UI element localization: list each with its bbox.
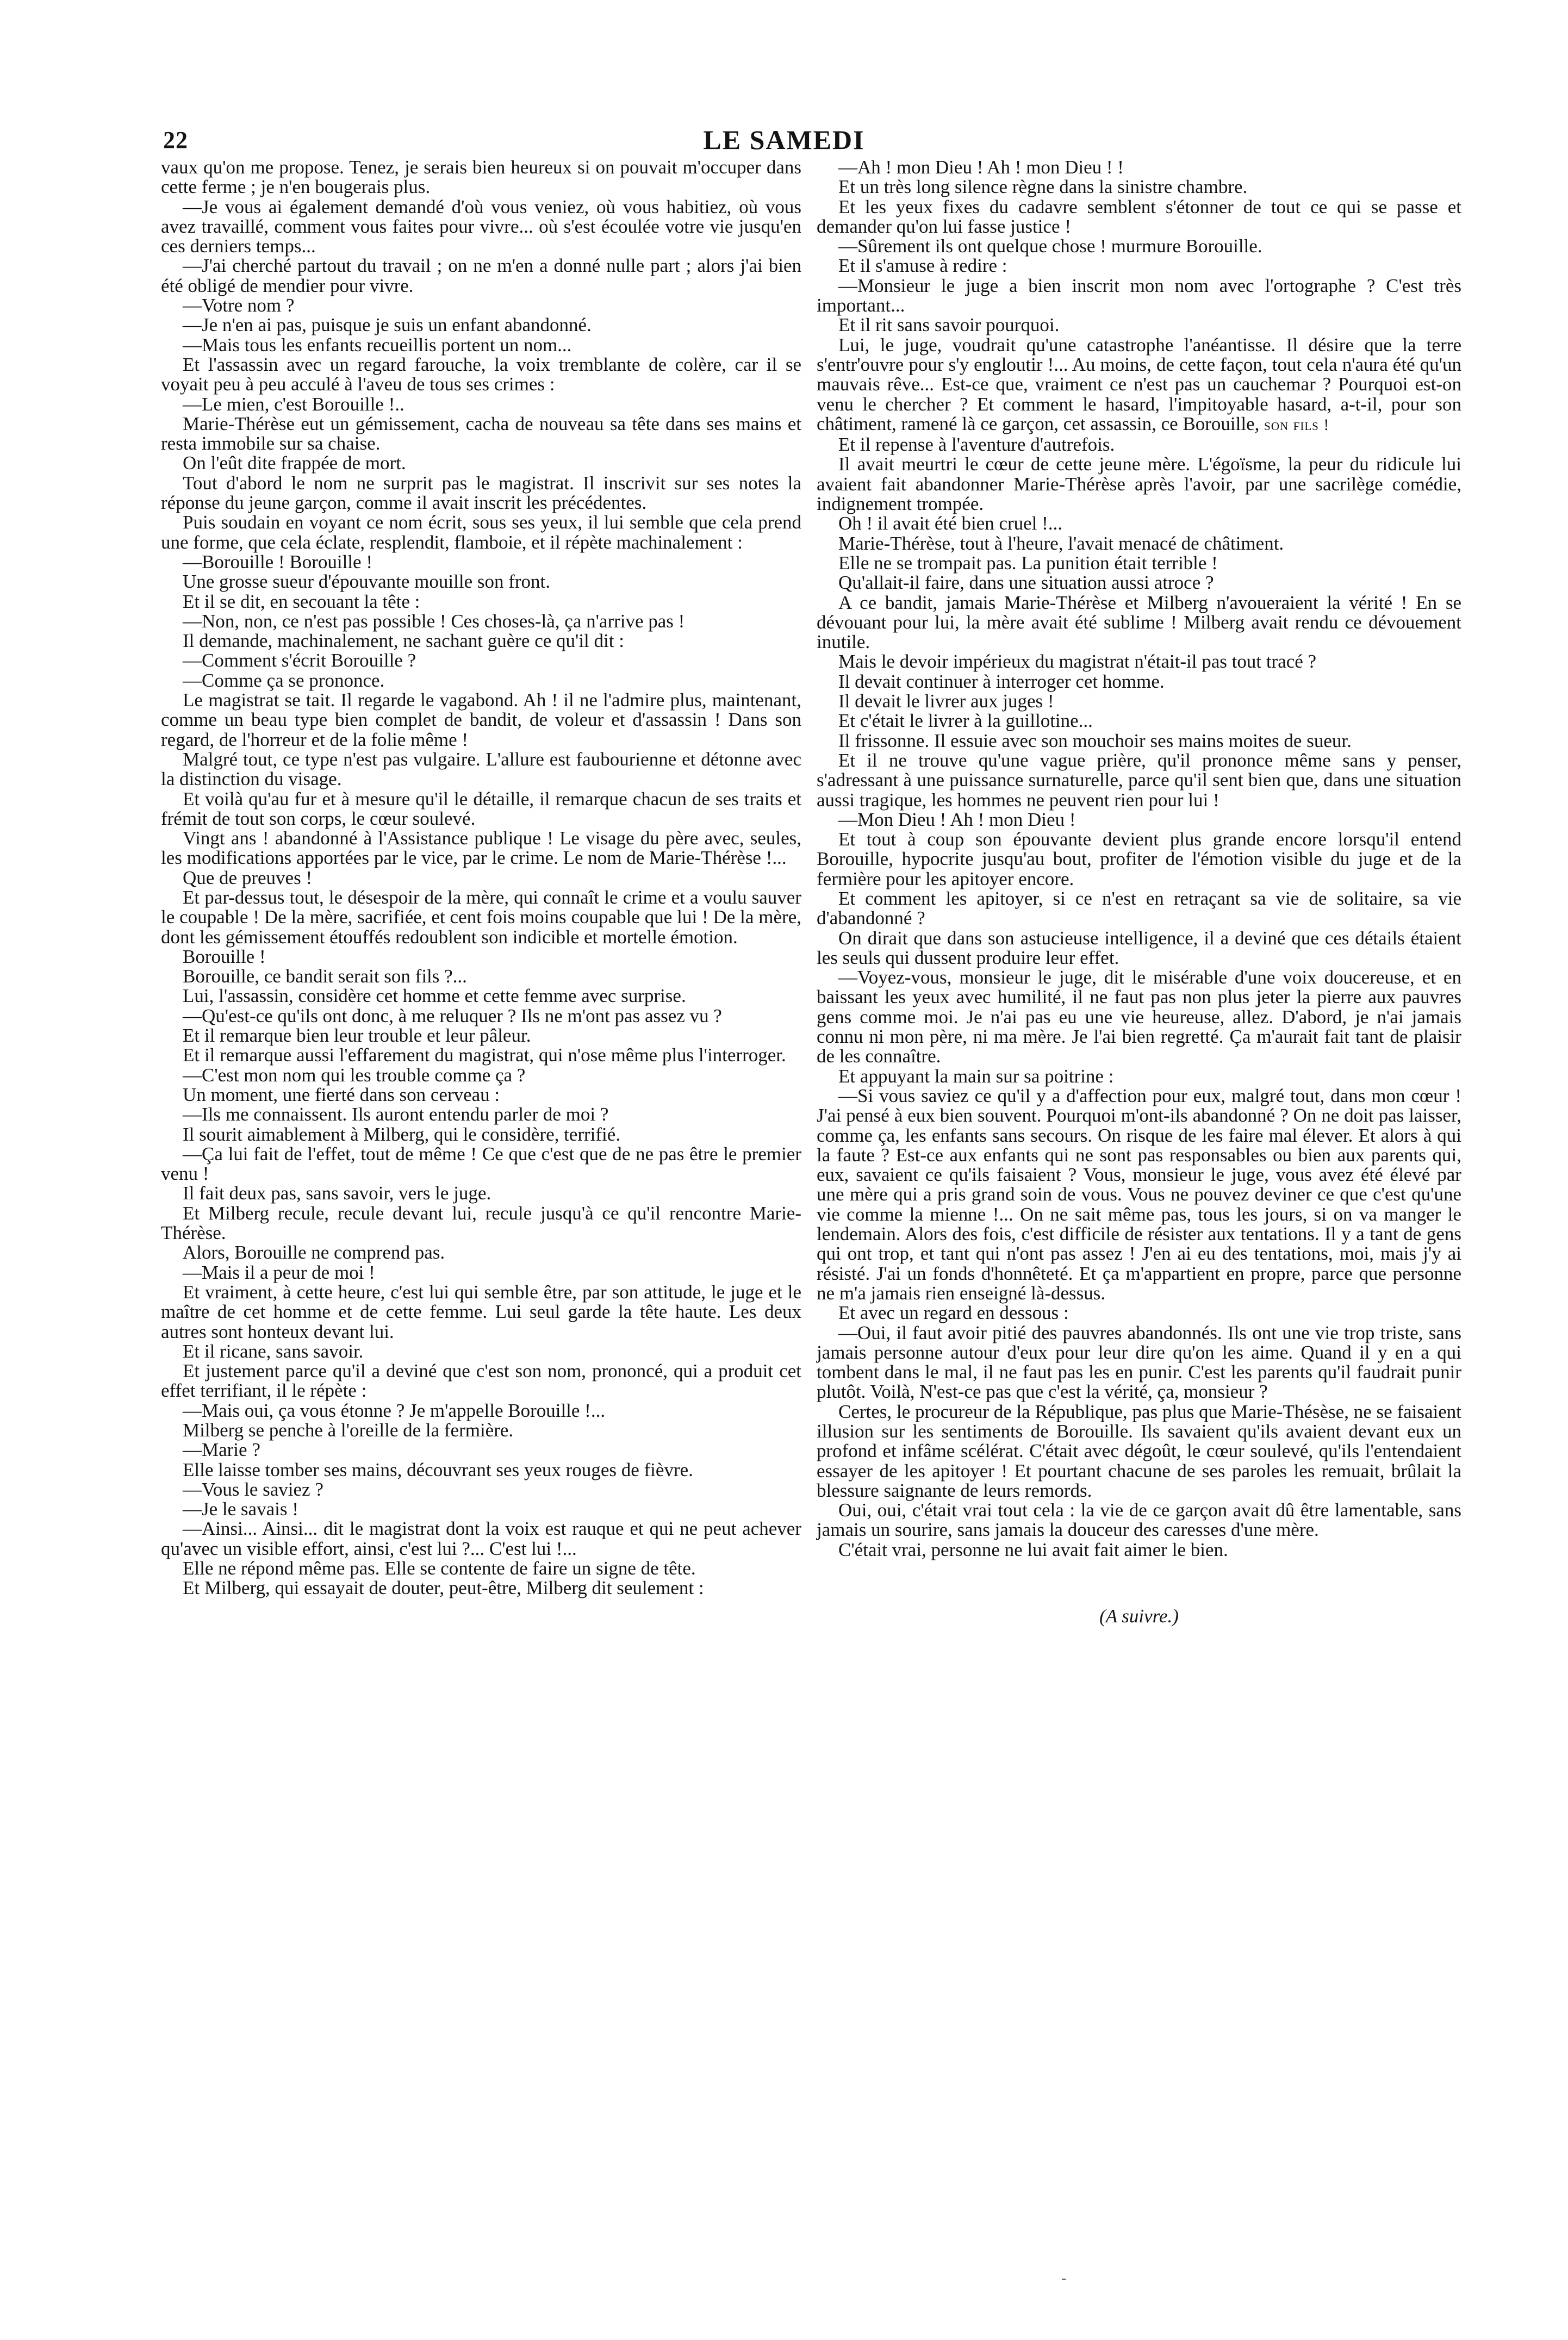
paragraph: Et par-dessus tout, le désespoir de la mère, qui connaît le crime et a voulu sauver le coupable ! De la mère, sacrifiée, et cent fois moins coupable que lui ! De la mère, dont les gémissement étouffés redoublent son indicible et mortelle émotion. xyxy=(161,886,801,948)
paragraph: —Je vous ai également demandé d'où vous veniez, où vous habitiez, où vous avez travaillé, comment vous faites pour vivre... où s'est écoulée votre vie jusqu'en ces derniers temps... xyxy=(161,196,801,257)
paragraph: Et justement parce qu'il a deviné que c'est son nom, prononcé, qui a produit cet effet terrifiant, il le répète : xyxy=(161,1360,801,1402)
paragraph: Et il ne trouve qu'une vague prière, qu'il prononce même sans y penser, s'adressant à une puissance surnaturelle, parce qu'il sent bien que, dans une situation aussi tragique, les hommes ne peuvent rien pour lui ! xyxy=(817,749,1461,811)
paragraph: Que de preuves ! xyxy=(183,867,313,888)
paragraph: Et les yeux fixes du cadavre semblent s'étonner de tout ce qui se passe et demander qu'on lui fasse justice ! xyxy=(817,196,1461,237)
paragraph: —Marie ? xyxy=(183,1439,260,1461)
paragraph: Elle laisse tomber ses mains, découvrant ses yeux rouges de fièvre. xyxy=(183,1459,693,1480)
paragraph: —Votre nom ? xyxy=(183,295,295,316)
paragraph: Alors, Borouille ne comprend pas. xyxy=(183,1242,445,1264)
paragraph: Elle ne se trompait pas. La punition était terrible ! xyxy=(838,552,1218,574)
paragraph: —Qu'est-ce qu'ils ont donc, à me reluquer ? Ils ne m'ont pas assez vu ? xyxy=(183,1005,722,1026)
paragraph: Et voilà qu'au fur et à mesure qu'il le détaille, il remarque chacun de ses traits et frémit de tout son corps, le cœur soulevé. xyxy=(161,788,801,829)
paragraph: A ce bandit, jamais Marie-Thérèse et Milberg n'avoueraient la vérité ! En se dévouant pour lui, la mère avait été sublime ! Milberg avait rendu ce dévouement inutile. xyxy=(817,592,1461,653)
paragraph: Borouille ! xyxy=(183,945,266,967)
paragraph: —C'est mon nom qui les trouble comme ça ? xyxy=(183,1064,526,1086)
paragraph: Et il repense à l'aventure d'autrefois. xyxy=(838,434,1115,456)
paragraph: Et Milberg recule, recule devant lui, recule jusqu'à ce qu'il rencontre Marie-Thérèse. xyxy=(161,1202,801,1244)
paragraph: —Mais il a peur de moi ! xyxy=(183,1261,375,1283)
page-number: 22 xyxy=(163,127,188,153)
paragraph: —Borouille ! Borouille ! xyxy=(183,551,372,572)
paragraph: Une grosse sueur d'épouvante mouille son front. xyxy=(183,571,551,593)
paragraph: Malgré tout, ce type n'est pas vulgaire. L'allure est faubourienne et détonne avec la distinction du visage. xyxy=(161,748,801,790)
paragraph: —Sûrement ils ont quelque chose ! murmure Borouille. xyxy=(838,235,1262,257)
paragraph: Et il se dit, en secouant la tête : xyxy=(183,590,420,612)
paragraph: Tout d'abord le nom ne surprit pas le magistrat. Il inscrivit sur ses notes la réponse du jeune garçon, comme il avait inscrit les précédentes. xyxy=(161,472,801,514)
paragraph: —Ah ! mon Dieu ! Ah ! mon Dieu ! ! xyxy=(838,157,1124,178)
paragraph: Oh ! il avait été bien cruel !... xyxy=(838,513,1063,534)
paragraph: vaux qu'on me propose. Tenez, je serais bien heureux si on pouvait m'occuper dans cette ferme ; je n'en bougerais plus. xyxy=(161,157,801,198)
paragraph: Le magistrat se tait. Il regarde le vagabond. Ah ! il ne l'admire plus, maintenant, comme un beau type bien complet de bandit, de voleur et d'assassin ! Dans son regard, de l'horreur et de la folie même ! xyxy=(161,689,801,750)
paragraph: Puis soudain en voyant ce nom écrit, sous ses yeux, il lui semble que cela prend une forme, que cela éclate, resplendit, flamboie, et il répète machinalement : xyxy=(161,512,801,553)
paragraph: —Mais tous les enfants recueillis portent un nom... xyxy=(183,334,572,356)
paragraph: —Mon Dieu ! Ah ! mon Dieu ! xyxy=(838,808,1076,830)
bottom-mark: - xyxy=(1061,2270,1067,2287)
son-fils-smallcaps: son fils ! xyxy=(1264,415,1330,434)
paragraph xyxy=(817,335,1461,435)
paragraph: On dirait que dans son astucieuse intelligence, il a deviné que ces détails étaient les seuls qui dussent produire leur effet. xyxy=(817,927,1461,968)
paragraph: Il avait meurtri le cœur de cette jeune mère. L'égoïsme, la peur du ridicule lui avaient fait abandonner Marie-Thérèse après l'avoir, par une sacrilège comédie, indignement trompée. xyxy=(817,453,1461,515)
paragraph: Et un très long silence règne dans la sinistre chambre. xyxy=(838,176,1248,198)
paragraph: Vingt ans ! abandonné à l'Assistance publique ! Le visage du père avec, seules, les modifications apportées par le vice, par le crime. Le nom de Marie-Thérèse !... xyxy=(161,827,801,869)
paragraph: —Monsieur le juge a bien inscrit mon nom avec l'ortographe ? C'est très important... xyxy=(817,275,1461,316)
paragraph: Il fait deux pas, sans savoir, vers le juge. xyxy=(183,1183,491,1204)
running-head: LE SAMEDI xyxy=(703,125,865,155)
paragraph: C'était vrai, personne ne lui avait fait aimer le bien. xyxy=(838,1539,1228,1560)
right-column xyxy=(817,158,1461,1626)
paragraph: Un moment, une fierté dans son cerveau : xyxy=(183,1084,500,1105)
paragraph: Qu'allait-il faire, dans une situation aussi atroce ? xyxy=(838,572,1214,594)
paragraph: —Ils me connaissent. Ils auront entendu parler de moi ? xyxy=(183,1104,609,1125)
paragraph: Et Milberg, qui essayait de douter, peut-être, Milberg dit seulement : xyxy=(183,1577,704,1599)
paragraph: Il demande, machinalement, ne sachant guère ce qu'il dit : xyxy=(183,630,624,652)
paragraph: Il frissonne. Il essuie avec son mouchoir ses mains moites de sueur. xyxy=(838,730,1352,751)
paragraph: —Le mien, c'est Borouille !.. xyxy=(183,393,405,415)
paragraph: Borouille, ce bandit serait son fils ?... xyxy=(183,966,467,987)
paragraph: Et c'était le livrer à la guillotine... xyxy=(838,710,1093,732)
paragraph: —Comme ça se prononce. xyxy=(183,669,385,691)
paragraph: —Si vous saviez ce qu'il y a d'affection pour eux, malgré tout, dans mon cœur ! J'ai pensé à eux bien souvent. Pourquoi m'ont-ils abandonné ? On ne doit pas laisser, comme ça, les enfants sans secours. On risque de les faire mal élever. Et alors à qui la faute ? Est-ce aux enfants qui ne sont pas responsables ou bien aux parents qui, eux, savaient ce qu'ils faisaient ? Vous, monsieur le juge, vous avez été élevé par une mère qui a pris grand soin de vous. Vous ne pouvez deviner ce que c'est qu'une vie comme la mienne !... On ne sait même pas, tous les jours, si on va manger le lendemain. Alors des fois, c'est difficile de résister aux tentations. Il y a tant de gens qui ont trop, et tant qui n'ont pas assez ! J'en ai eu des tentations, moi, mais j'y ai résisté. J'ai un fonds d'honnêteté. Et ça m'appartient en propre, parce que personne ne m'a jamais rien enseigné là-dessus. xyxy=(817,1085,1461,1304)
paragraph: —Ainsi... Ainsi... dit le magistrat dont la voix est rauque et qui ne peut achever qu'avec un visible effort, ainsi, c'est lui ?... C'est lui !... xyxy=(161,1518,801,1559)
paragraph: Et il remarque aussi l'effarement du magistrat, qui n'ose même plus l'interroger. xyxy=(183,1044,786,1066)
paragraph: —Comment s'écrit Borouille ? xyxy=(183,650,416,671)
paragraph: Marie-Thérèse eut un gémissement, cacha de nouveau sa tête dans ses mains et resta immobile sur sa chaise. xyxy=(161,413,801,455)
paragraph: Milberg se penche à l'oreille de la fermière. xyxy=(183,1420,514,1441)
paragraph: Et appuyant la main sur sa poitrine : xyxy=(838,1065,1114,1087)
paragraph: Et tout à coup son épouvante devient plus grande encore lorsqu'il entend Borouille, hypocrite jusqu'au bout, profiter de l'émotion visible du juge et de la fermière pour les apitoyer encore. xyxy=(817,829,1461,889)
paragraph: Mais le devoir impérieux du magistrat n'était-il pas tout tracé ? xyxy=(838,651,1317,673)
paragraph: Il sourit aimablement à Milberg, qui le considère, terrifié. xyxy=(183,1123,621,1145)
paragraph: —Je le savais ! xyxy=(183,1498,298,1520)
paragraph: —Je n'en ai pas, puisque je suis un enfant abandonné. xyxy=(183,314,592,336)
paragraph: Et il rit sans savoir pourquoi. xyxy=(838,314,1060,336)
paragraph: —Non, non, ce n'est pas possible ! Ces choses-là, ça n'arrive pas ! xyxy=(183,610,685,632)
a-suivre: (A suivre.) xyxy=(1099,1605,1179,1627)
paragraph: —Voyez-vous, monsieur le juge, dit le misérable d'une voix doucereuse, et en baissant les yeux avec humilité, il ne faut pas non plus jeter la pierre aux pauvres gens comme moi. Je n'ai pas eu une vie heureuse, allez. D'abord, je n'ai jamais connu ni mon père, ni ma mère. Je l'ai bien regretté. Ça m'aurait fait tant de plaisir de les connaître. xyxy=(817,967,1461,1067)
paragraph: Et il remarque bien leur trouble et leur pâleur. xyxy=(183,1025,531,1047)
paragraph: Elle ne répond même pas. Elle se contente de faire un signe de tête. xyxy=(183,1558,696,1579)
paragraph: Il devait continuer à interroger cet homme. xyxy=(838,670,1165,692)
paragraph: Et comment les apitoyer, si ce n'est en retraçant sa vie de solitaire, sa vie d'abandonné ? xyxy=(817,887,1461,929)
paragraph: —J'ai cherché partout du travail ; on ne m'en a donné nulle part ; alors j'ai bien été obligé de mendier pour vivre. xyxy=(161,255,801,296)
paragraph: Oui, oui, c'était vrai tout cela : la vie de ce garçon avait dû être lamentable, sans jamais un sourire, sans jamais la douceur des caresses d'une mère. xyxy=(817,1499,1461,1541)
paragraph: Il devait le livrer aux juges ! xyxy=(838,690,1054,712)
paragraph: Et il s'amuse à redire : xyxy=(838,255,1007,277)
paragraph: Et il ricane, sans savoir. xyxy=(183,1340,364,1362)
paragraph-text: Lui, le juge, voudrait qu'une catastrophe l'anéantisse. Il désire que la terre s'entr'ouvre pour s'y engloutir !... Au moins, de cette façon, tout cela n'aura été qu'un mauvais rêve... Est-ce que, vraiment ce n'est pas un cauchemar ? Pourquoi est-on venu le chercher ? Et comment le hasard, l'impitoyable hasard, a-t-il, pour son châtiment, ramené là ce garçon, cet assassin, ce Borouille, xyxy=(817,334,1461,434)
paragraph: Marie-Thérèse, tout à l'heure, l'avait menacé de châtiment. xyxy=(838,532,1284,554)
paragraph: On l'eût dite frappée de mort. xyxy=(183,452,406,474)
paragraph: Certes, le procureur de la République, pas plus que Marie-Thésèse, ne se faisaient illusion sur les sentiments de Borouille. Ils savaient qu'ils avaient devant eux un profond et infâme scélérat. C'était avec dégoût, le cœur soulevé, qu'ils l'entendaient essayer de les apitoyer ! Et pourtant chacune de ses paroles les remuait, brûlait la blessure saignante de leurs remords. xyxy=(817,1401,1461,1501)
paragraph: Et l'assassin avec un regard farouche, la voix tremblante de colère, car il se voyait peu à peu acculé à l'aveu de tous ses crimes : xyxy=(161,353,801,395)
paragraph: —Ça lui fait de l'effet, tout de même ! Ce que c'est que de ne pas être le premier venu ! xyxy=(161,1143,801,1185)
paragraph: Et avec un regard en dessous : xyxy=(838,1302,1069,1324)
paragraph: Et vraiment, à cette heure, c'est lui qui semble être, par son attitude, le juge et le maître de cet homme et de cette femme. Lui seul garde la tête haute. Les deux autres sont honteux devant lui. xyxy=(161,1281,801,1342)
paragraph: —Mais oui, ça vous étonne ? Je m'appelle Borouille !... xyxy=(183,1399,606,1421)
paragraph: —Oui, il faut avoir pitié des pauvres abandonnés. Ils ont une vie trop triste, sans jamais personne autour d'eux pour leur dire qu'on les aime. Quand il y en a qui tombent dans le mal, il ne faut pas les en punir. C'est les parents qu'il faudrait punir plutôt. Voilà, N'est-ce pas que c'est la vérité, ça, monsieur ? xyxy=(817,1322,1461,1403)
paragraph: Lui, l'assassin, considère cet homme et cette femme avec surprise. xyxy=(183,985,686,1007)
left-column xyxy=(161,158,801,1598)
paragraph: —Vous le saviez ? xyxy=(183,1478,323,1500)
